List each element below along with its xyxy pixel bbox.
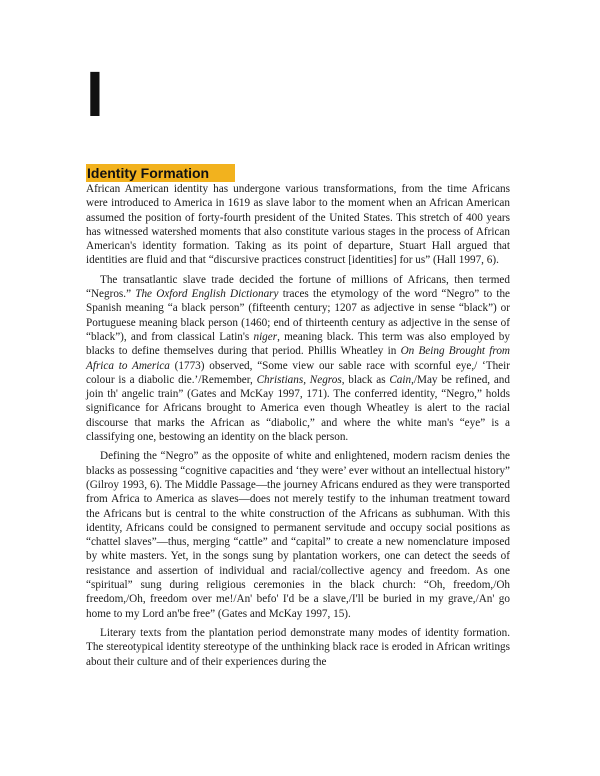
text-segment: African American identity has undergone various transformations, from the time Africans were introduced to America in 1619 as slave labor to the moment when an African American assumed the position of forty-fourth president of the United States. This stretch of 400 years has witnessed watershed moments that also constitute various stages in the process of African American's identity formation. Taking as its point of departure, Stuart Hall argued that identities are fluid and that “discursive practices construct [identities] for us” (Hall 1997, 6). [86,183,510,267]
chapter-number: I [86,58,104,130]
text-segment: Defining the “Negro” as the opposite of white and enlightened, modern racism denies the blacks as possessing “cognitive capacities and ‘they were’ ever without an intellectual history” (Gilroy 1993, 6). The Middle Passage—the journey Africans endured as they were transported from Africa to America as slaves—does not merely testify to the inhuman treatment toward the Africans but is central to the white construction of the Africans as subhuman. With this identity, Africans could be consigned to permanent servitude and occupy social positions as “chattel slaves”—thus, merging “cattle” and “capital” to create a new nomenclature imposed by white masters. Yet, in the songs sung by plantation workers, one can detect the seeds of resistance and assertion of individual and racial/collective agency and freedom. As one “spiritual” sung during religious ceremonies in the black church: “Oh, freedom,/Oh freedom,/Oh, freedom over me!/An' befo' I'd be a slave,/I'll be buried in my grave,/An' go home to my Lord an'be free” (Gates and McKay 1997, 15). [86,450,510,620]
italic-text: Cain [389,373,412,386]
paragraph [86,273,510,445]
section-title: Identity Formation [86,164,235,182]
italic-text: Christians, Negros [256,373,342,386]
text-segment: , meaning black. This term was also employed by blacks to define themselves during that period. Phillis Wheatley in [86,330,510,358]
text-segment: The transatlantic slave trade decided the fortune of millions of Africans, then termed “Negros.” [86,273,510,301]
italic-text: On Being Brought from Africa to America [86,345,510,372]
paragraph [86,182,510,268]
italic-text: niger [253,330,278,343]
paragraph [86,626,510,669]
text-segment: traces the etymology of the word “Negro” to the Spanish meaning “a black person” (fifteenth century; 1207 as adjective in sense “black”) or Portuguese meaning black person (1460; end of thirteenth century as adjective in the sense of “black”), and from classical Latin's [86,288,511,343]
italic-text: The Oxford English Dictionary [135,288,279,301]
text-segment: ,/May be refined, and join th' angelic train” (Gates and McKay 1997, 171). The conferred identity, “Negro,” holds significance for Africans brought to America even though Wheatley is alert to the racial discourse that marks the African as “diabolic,” and where the white man's “eye” is a classifying one, bestowing an identity on the black person. [86,373,510,444]
text-segment: Literary texts from the plantation period demonstrate many modes of identity formation. The stereotypical identity stereotype of the unthinking black race is eroded in African writings about their culture and of their experiences during the [86,626,510,668]
paragraph [86,449,510,621]
body-text [86,182,510,669]
section-heading [86,164,235,182]
text-segment: , black as [341,373,390,386]
text-segment: (1773) observed, “Some view our sable race with scornful eye,/ ‘Their colour is a diabolic die.’/Remember, [86,359,510,386]
